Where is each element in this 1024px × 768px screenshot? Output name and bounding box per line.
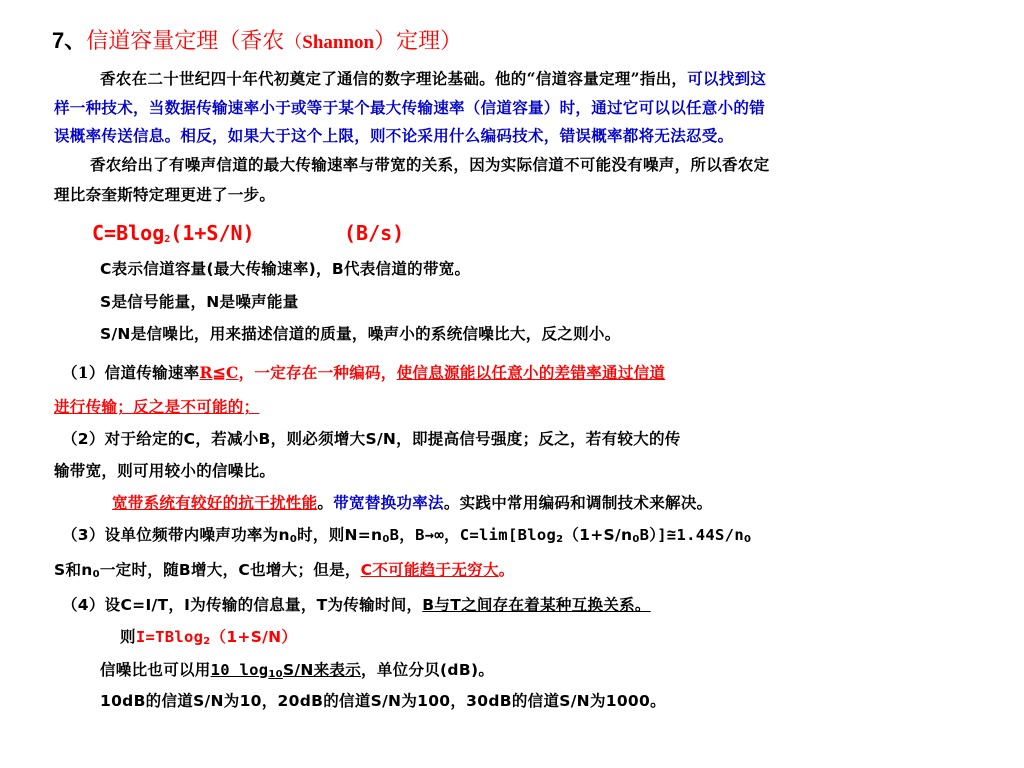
db-line1 — [100, 659, 494, 686]
item3-d-sub: 0 — [632, 534, 640, 545]
item2-line2: 输带宽，则可用较小的信噪比。 — [54, 462, 276, 480]
db-l1-a: 信噪比也可以用 — [100, 661, 211, 679]
item4-line2 — [120, 626, 297, 653]
item3-b-sub: 0 — [382, 534, 390, 545]
item4-underlined: B与T之间存在着某种互换关系。 — [422, 596, 651, 614]
item3-c-sub: 2 — [556, 534, 564, 545]
para1-line3: 误概率传送信息。相反，如果大于这个上限，则不论采用什么编码技术，错误概率都将无法忍受。 — [54, 126, 734, 145]
item4-f-sub: 2 — [203, 636, 211, 647]
db-l1-sub: 10 — [268, 669, 283, 680]
wideband-red: 宽带系统有较好的抗干扰性能 — [112, 494, 318, 512]
title-text-b: （ — [284, 32, 303, 53]
def-snr: S/N是信噪比，用来描述信道的质量，噪声小的系统信噪比大，反之则小。 — [100, 325, 621, 343]
db-line2: 10dB的信道S/N为10，20dB的信道S/N为100，30dB的信道S/N为1000。 — [100, 692, 666, 710]
item1-line2: 进行传输；反之是不可能的； — [54, 398, 260, 416]
def-c-b: C表示信道容量(最大传输速率)，B代表信道的带宽。 — [100, 260, 471, 278]
formula-main-b: (1+S/N) — [170, 221, 255, 245]
item1-line1 — [62, 362, 665, 384]
item1-cond: R≦C — [199, 363, 239, 382]
para1-l1-black: 香农在二十世纪四十年代初奠定了通信的数字理论基础。他的“信道容量定理”指出， — [100, 69, 688, 88]
para2-line2: 理比奈奎斯特定理更进了一步。 — [54, 185, 276, 204]
wideband-line — [112, 492, 712, 514]
db-l1-u2: S/N来表示 — [282, 661, 362, 679]
para2-line1: 香农给出了有噪声信道的最大传输速率与带宽的关系，因为实际信道不可能没有噪声，所以香农定 — [90, 155, 770, 174]
para1-line2: 样一种技术，当数据传输速率小于或等于某个最大传输速率（信道容量）时，通过它可以以任意小的错 — [54, 98, 766, 117]
para1-l1-blue: 可以找到这 — [687, 69, 767, 88]
para1-line1 — [100, 68, 766, 90]
formula-unit: (B/s) — [344, 221, 405, 245]
item4-f-a: I=TBlog — [135, 628, 204, 646]
wideband-rest: 。实践中常用编码和调制技术来解决。 — [443, 494, 713, 512]
wideband-sep: 。 — [317, 494, 334, 512]
item3-l2-b: 一定时，随B增大，C也增大；但是， — [99, 561, 361, 579]
item1-prefix: （1）信道传输速率 — [62, 363, 200, 382]
item1-underlined: 使信息源能以任意小的差错率通过信道 — [396, 364, 666, 382]
item3-a-sub: 0 — [289, 534, 298, 545]
item4-f-b: （1+S/N） — [210, 628, 298, 646]
item3-l2-red: C不可能趋于无穷大 — [360, 561, 499, 579]
item3-e: B）]≅1.44S/n — [639, 526, 744, 544]
formula-main-sub: 2 — [164, 234, 171, 245]
shannon-formula — [92, 222, 255, 251]
slide-title — [52, 26, 462, 58]
title-text-c: ）定理） — [374, 29, 463, 54]
item3-c: B，B→∞，C=lim[Blog — [389, 526, 557, 544]
item3-d: （1+S/n — [563, 526, 633, 544]
item4-line1 — [62, 594, 651, 616]
item1-mid: ，一定存在一种编码， — [238, 364, 397, 382]
def-s-n: S是信号能量，N是噪声能量 — [100, 293, 299, 311]
item3-l2-sub: 0 — [92, 569, 100, 580]
item3-b: 时，则N=n — [297, 526, 383, 544]
item4-then: 则 — [120, 628, 136, 646]
item3-l2-a: S和n — [54, 561, 93, 579]
db-l1-b: ，单位分贝(dB)。 — [361, 661, 495, 679]
item4-prefix: （4）设C=I/T，I为传输的信息量，T为传输时间， — [62, 596, 423, 614]
item3-l2-end: 。 — [498, 561, 515, 579]
title-shannon: Shannon — [302, 32, 375, 53]
title-number: 7、 — [52, 28, 87, 53]
item3-line2 — [54, 559, 515, 586]
item3-a: （3）设单位频带内噪声功率为n — [62, 526, 290, 544]
item3-e-sub: 0 — [743, 534, 752, 545]
title-text-a: 信道容量定理（香农 — [86, 29, 285, 54]
item3-line1 — [62, 524, 751, 551]
db-l1-u: 10 log — [210, 661, 269, 679]
formula-main-a: C=Blog — [92, 221, 165, 245]
item2-line1: （2）对于给定的C，若减小B，则必须增大S/N，即提高信号强度；反之，若有较大的传 — [62, 430, 681, 448]
wideband-blue: 带宽替换功率法 — [333, 494, 444, 512]
